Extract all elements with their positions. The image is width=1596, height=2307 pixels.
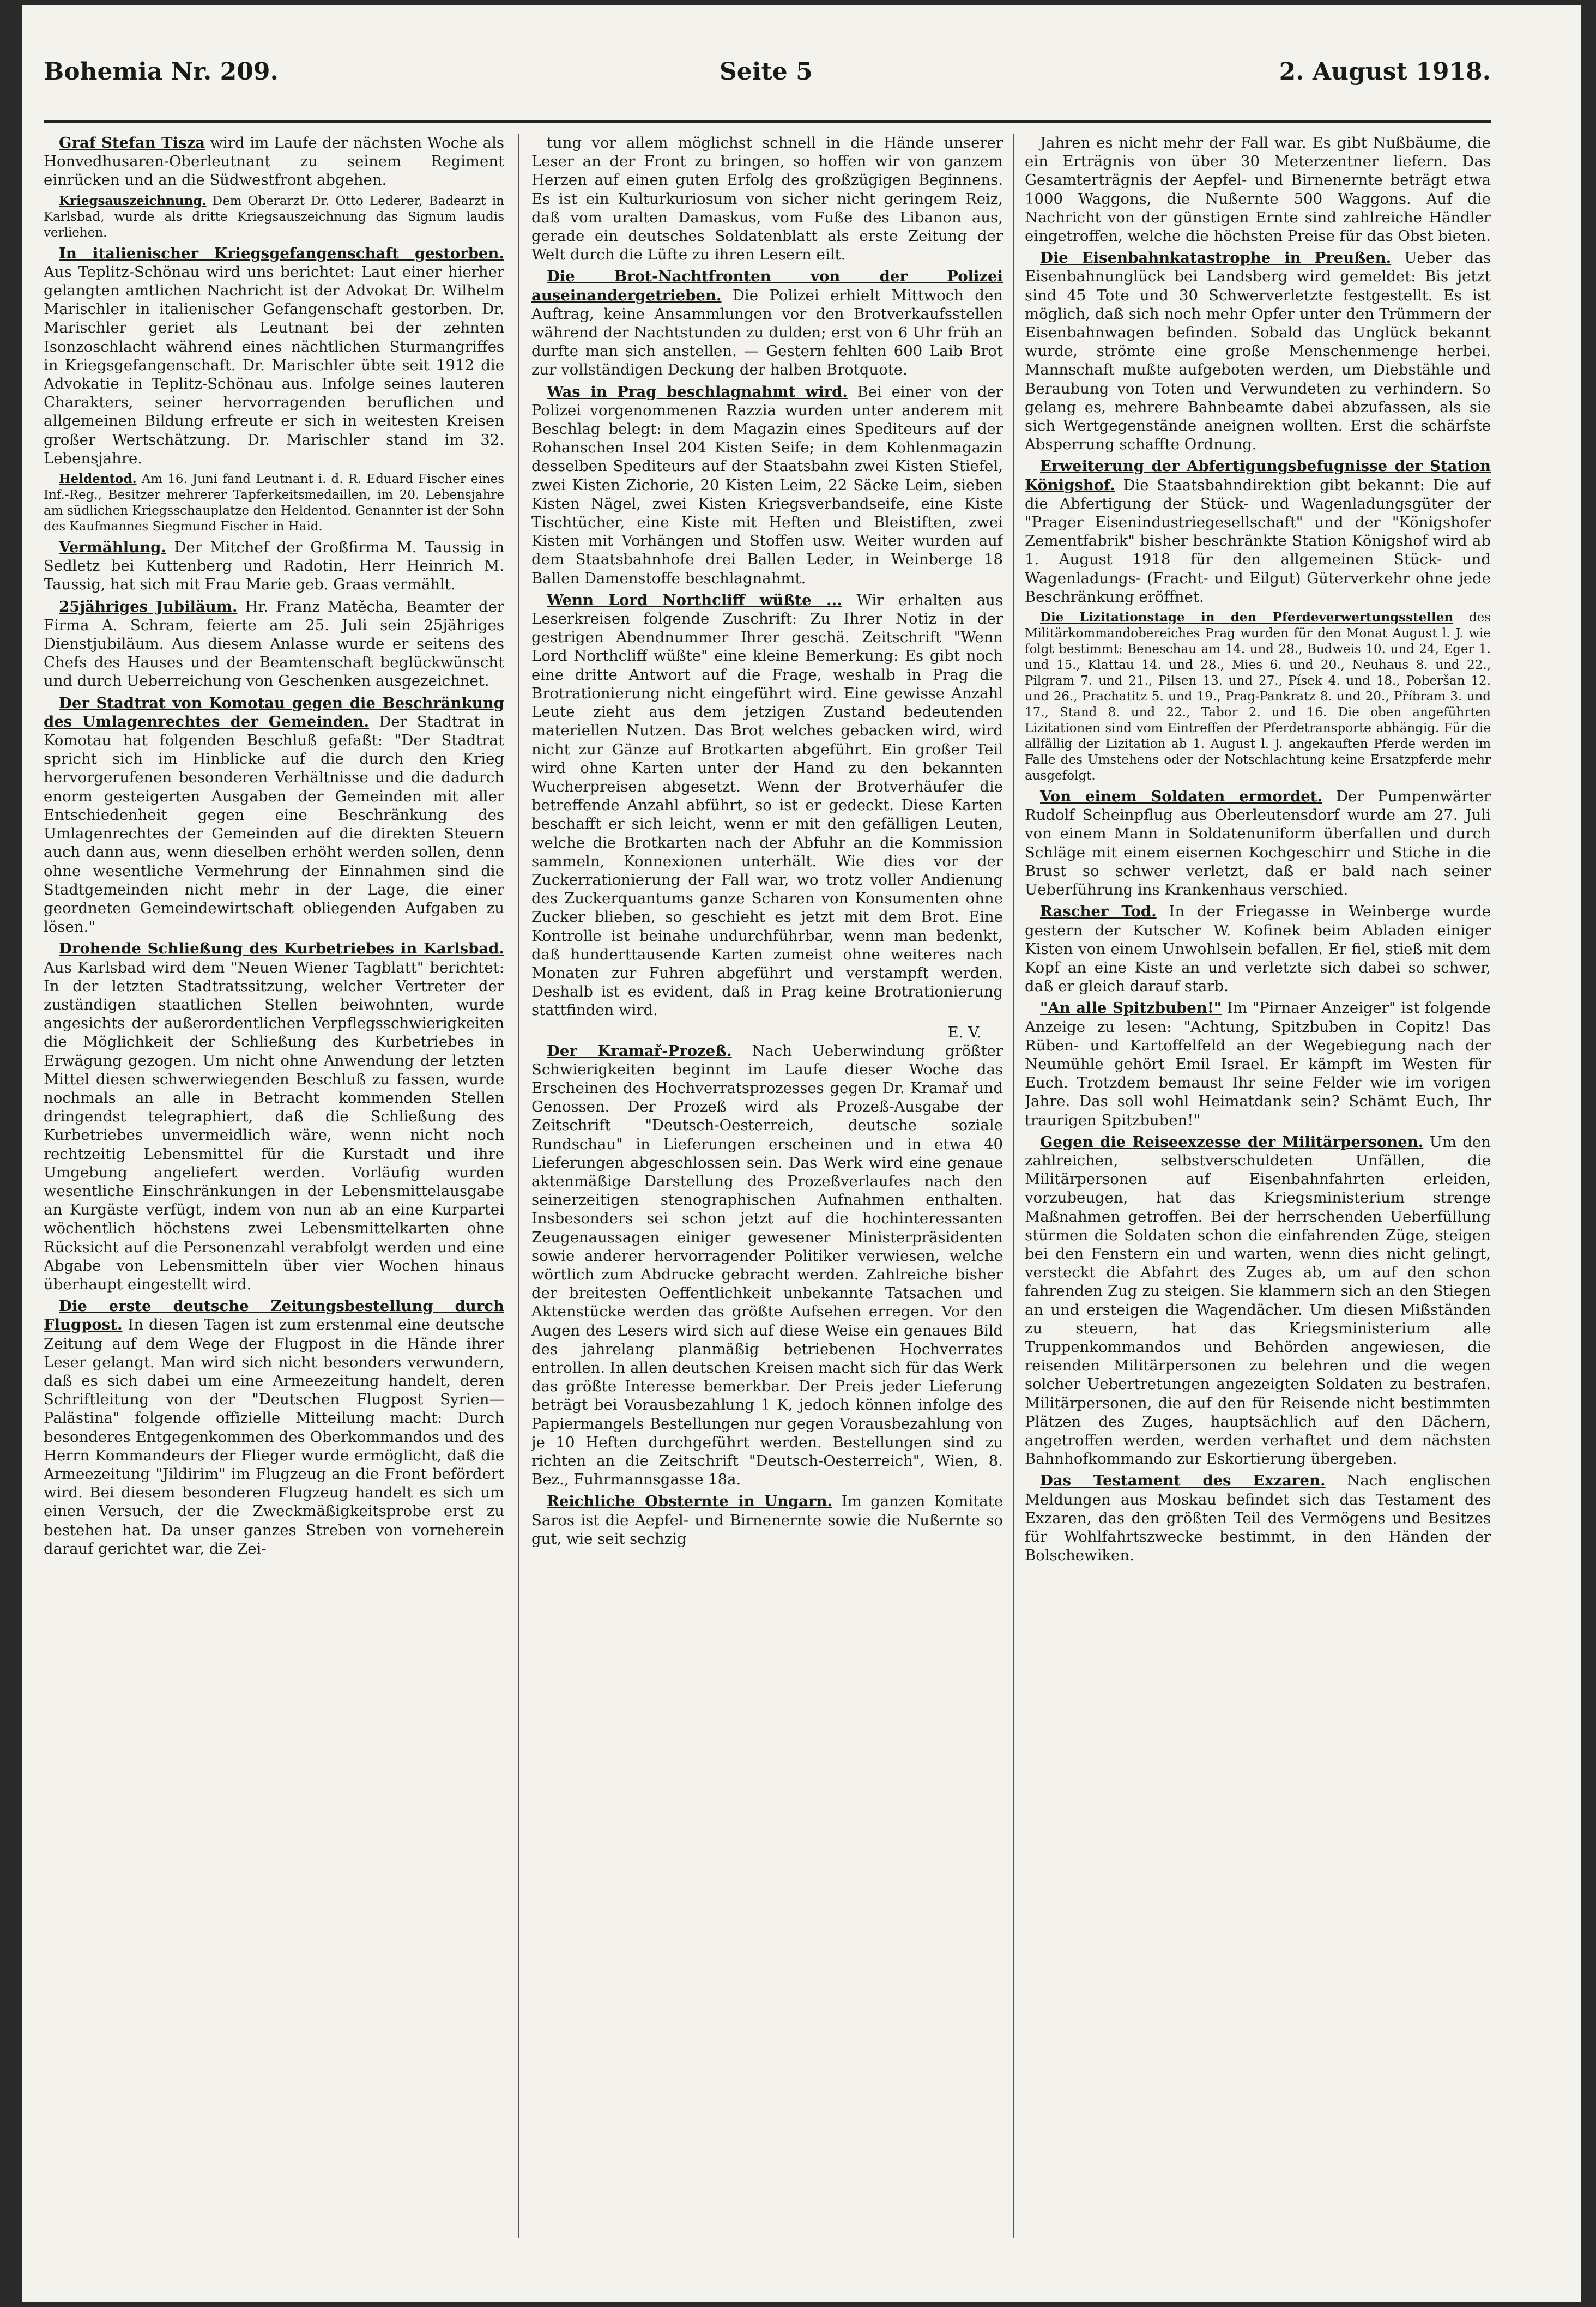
article [44,244,504,468]
article-body: Der Pumpenwärter Rudolf Scheinpflug aus Oberleutensdorf wurde am 27. Juli von einem Mann in Soldatenuniform überfallen und durch Schläge mit einem eisernen Kochgeschirr und Stiche in die Brust so schwer verletzt, daß er bald nach seiner Ueberführung ins Krankenhaus verschied. [1025,788,1491,899]
article-text [1025,1471,1491,1565]
article-text [531,134,1003,264]
page-number: Seite 5 [720,58,813,86]
article-body: Nach Ueberwindung größter Schwierigkeiten beginnt im Laufe dieser Woche das Erscheinen des Hochverratsprozesses gegen Dr. Kramař und Genossen. Der Prozeß wird als Prozeß-Ausgabe der Zeitschrift "Deutsch-Oesterreich, deutsche soziale Rundschau" in Lieferungen erscheinen und in etwa 40 Lieferungen abgeschlossen sein. Das Werk wird eine genaue aktenmäßige Darstellung des Prozeßverlaufes nach den seinerzeitigen stenographischen Aufnahmen enthalten. Insbesonders sei schon jetzt auf die hochinteressanten Zeugenaussagen einiger gewesener Ministerpräsidenten sowie anderer hervorragender Politiker verwiesen, welche wörtlich zum Abdrucke gebracht werden. Zahlreiche bisher der breitesten Oeffentlichkeit unbekannte Tatsachen und Aktenstücke werden das größte Aufsehen erregen. Vor den Augen des Lesers wird sich auf diese Weise ein genaues Bild des jahrelang planmäßig betriebenen Hochverrates entrollen. In allen deutschen Kreisen macht sich für das Werk das größte Interesse bemerkbar. Der Preis jeder Lieferung beträgt bei Vorausbezahlung 1 K, jedoch können infolge des Papiermangels Bestellungen nur gegen Vorausbezahlung von je 10 Heften durchgeführt werden. Bestellungen sind zu richten an die Zeitschrift "Deutsch-Oesterreich", Wien, 8. Bez., Fuhrmannsgasse 18a. [531,1042,1003,1489]
article [1025,787,1491,899]
article-body: Wir erhalten aus Leserkreisen folgende Zuschrift: Zu Ihrer Notiz in der gestrigen Abendnummer Ihrer geschä. Zeitschrift "Wenn Lord Northcliff wüßte" eine kleine Bemerkung: Es gibt noch eine dritte Antwort auf die Frage, weshalb in Prag die Brotrationierung nicht eingeführt wird. Eine gewisse Anzahl Leute zieht aus dem jetzigen Zustand bedeutenden materiellen Nutzen. Das Brot welches gebacken wird, wird nicht zur Gänze auf Brotkarten abgeführt. Ein großer Teil wird ohne Karten unter der Hand zu den bekannten Wucherpreisen abgesetzt. Wenn der Brotverhäufer die betreffende Anzahl abführt, so ist er gedeckt. Diese Karten beschafft er sich leicht, wenn er mit den gefälligen Leuten, welche die Brotkarten nach der Abfuhr an die Kommission sammeln, Konnexionen unterhält. Wie dies vor der Zuckerrationierung der Fall war, wo trotz voller Andienung des Zuckerquantums ganze Scharen von Konsumenten ohne Zucker blieben, so geschieht es jetzt mit dem Brot. Eine Kontrolle ist beinahe undurchführbar, wenn man bedenkt, daß hunderttausende Karten zumeist ohne weiteres nach Monaten zur Fuhren abgeführt und verstampft werden. Deshalb ist es evident, daß in Prag keine Brotrationierung stattfinden wird. [531,591,1003,1019]
article-text [1025,457,1491,606]
article [44,939,504,1294]
article-headline: Kriegsauszeichnung. [59,193,207,208]
article-text [1025,134,1491,245]
article-headline: Das Testament des Exzaren. [1040,1472,1326,1490]
article [531,591,1003,1020]
article [1025,1471,1491,1565]
author-signoff: E. V. [947,1023,981,1041]
article-body: Der Stadtrat in Komotau hat folgenden Beschluß gefaßt: "Der Stadtrat spricht sich im Hinblicke auf die durch den Krieg hervorgerufenen besonderen Verhältnisse und die dadurch enorm gesteigerten Ausgaben der Gemeinden mit aller Entschiedenheit gegen eine Beschränkung des Umlagenrechtes der Gemeinden auf die direkten Steuern auch dann aus, wenn dieselben erhöht werden sollen, denn ohne wesentliche Vermehrung der Einnahmen sind die Stadtgemeinden nicht mehr in der Lage, die einer geordneten Gemeindewirtschaft obliegenden Aufgaben zu lösen." [44,712,504,936]
article-body: tung vor allem möglichst schnell in die Hände unserer Leser an der Front zu bringen, so hoffen wir von ganzem Herzen auf einen guten Erfolg des großzügigen Beginnens. Es ist ein Kulturkuriosum von sicher nicht geringem Reiz, daß vom uralten Damaskus, vom Fuße des Libanon aus, gerade ein deutsches Soldatenblatt als erste Zeitung der Welt durch die Lüfte zu ihren Lesern eilt. [531,134,1003,264]
article-body: Aus Karlsbad wird dem "Neuen Wiener Tagblatt" berichtet: In der letzten Stadtratssitzung, welcher Vertreter der zuständigen staatlichen Stellen beiwohnten, wurde angesichts der außerordentlichen Verpflegsschwierigkeiten die Möglichkeit der Schließung des Kurbetriebes in Erwägung gezogen. Um nicht ohne Anwendung der letzten Mittel diesen schwerwiegenden Beschluß zu fassen, wurde nochmals an alle in Betracht kommenden Stellen dringendst telegraphiert, daß die Schließung des Kurbetriebes unvermeidlich wäre, wenn nicht noch rechtzeitig Lebensmittel für die Kurstadt und ihre Umgebung angeliefert werden. Vorläufig wurden wesentliche Einschränkungen in der Lebensmittelausgabe an Kurgäste verfügt, indem von nun ab an eine Kurpartei wöchentlich höchstens zwei Lebensmittelkarten ohne Rücksicht auf die Personenzahl verabfolgt werden und eine Abgabe von Lebensmitteln über vier Wochen hinaus überhaupt eingestellt wird. [44,958,504,1293]
article-body: Dem Oberarzt Dr. Otto Lederer, Badearzt in Karlsbad, wurde als dritte Kriegsauszeichnung das Signum laudis verliehen. [44,194,504,240]
article-body: Im ganzen Komitate Saros ist die Aepfel- und Birnenernte sowie die Nußernte so gut, wie seit sechzig [531,1493,1003,1548]
article-text [44,538,504,594]
article-body: Die Staatsbahndirektion gibt bekannt: Die auf die Abfertigung der Stück- und Wagenladungsgüter der "Prager Eisenindustriegesellschaft" und der "Königshofer Zementfabrik" bisher beschränkte Station Königshof wird ab 1. August 1918 für den allgemeinen Stück- und Wagenladungs- (Fracht- und Eilgut) Güterverkehr ohne jede Beschränkung eröffnet. [1025,476,1491,606]
article-text [1025,902,1491,995]
article [1025,457,1491,606]
article [1025,134,1491,245]
article [531,1042,1003,1489]
article-body: Aus Teplitz-Schönau wird uns berichtet: Laut einer hierher gelangten amtlichen Nachricht ist der Advokat Dr. Wilhelm Marischler in italienischer Gefangenschaft gestorben. Dr. Marischler geriet als Leutnant bei der zehnten Isonzoschlacht während eines nächtlichen Sturmangriffes in Kriegsgefangenschaft. Dr. Marischler übte seit 1912 die Advokatie in Teplitz-Schönau aus. Infolge seines lauteren Charakters, seiner hervorragenden beruflichen und allgemeinen Bildung erfreute er sich in weitesten Kreisen großer Wertschätzung. Dr. Marischler stand im 32. Lebensjahre. [44,263,504,467]
article-body: Der Mitchef der Großfirma M. Taussig in Sedletz bei Kuttenberg und Radotin, Herr Heinrich M. Taussig, hat sich mit Frau Marie geb. Graas vermählt. [44,539,504,594]
article-body: Am 16. Juni fand Leutnant i. d. R. Eduard Fischer eines Inf.-Reg., Besitzer mehrerer Tapferkeitsmedaillen, im 20. Lebensjahre am südlichen Kriegsschauplatze den Heldentod. Genannter ist der Sohn des Kaufmannes Siegmund Fischer in Haid. [44,472,504,534]
article-text [44,694,504,937]
article-text [531,1492,1003,1548]
article-headline: Heldentod. [59,472,137,487]
article [44,694,504,937]
article-text [44,939,504,1294]
article-body: Jahren es nicht mehr der Fall war. Es gibt Nußbäume, die ein Erträgnis von über 30 Meterzentner liefern. Das Gesamterträgnis der Aepfel- und Birnenernte beträgt etwa 1000 Waggons, die Nußernte 500 Waggons. Auf die Nachricht von der günstigen Ernte sind zahlreiche Händler eingetroffen, welche die höchsten Preise für das Obst bieten. [1025,134,1491,245]
article-body: wird im Laufe der nächsten Woche als Honvedhusaren-Oberleutnant zu seinem Regiment einrücken und an die Südwestfront abgehen. [44,134,504,189]
article-text [1025,1133,1491,1469]
article-headline: Wenn Lord Northcliff wüßte ... [547,591,842,609]
header-rule [44,120,1491,123]
article-headline: Die Brot-Nachtfronten von der Polizei auseinandergetrieben. [531,268,1003,304]
column-3 [1025,134,1491,2238]
article [531,134,1003,264]
article-text [531,267,1003,379]
article-headline: Der Kramař-Prozeß. [547,1042,732,1060]
article [1025,1133,1491,1469]
article-headline: Die erste deutsche Zeitungsbestellung durch Flugpost. [44,1297,504,1334]
article-headline: Gegen die Reiseexzesse der Militärpersonen. [1040,1133,1424,1151]
article-body: Nach englischen Meldungen aus Moskau befindet sich das Testament des Exzaren, das den größten Teil des Vermögens und Besitzes für Wohlfahrtszwecke bestimmt, in den Händen der Bolschewiken. [1025,1472,1491,1565]
article-headline: Der Stadtrat von Komotau gegen die Beschränkung des Umlagenrechtes der Gemeinden. [44,694,504,730]
article [44,538,504,594]
article-body: Bei einer von der Polizei vorgenommenen Razzia wurden unter anderem mit Beschlag belegt: in dem Magazin eines Spediteurs auf der Rohanschen Insel 204 Kisten Seife; in dem Kohlenmagazin desselben Spediteurs auf der Staatsbahn zwei Kisten Stiefel, zwei Kisten Zichorie, 20 Kisten Leim, 22 Säcke Leim, sieben Kisten Nägel, zwei Kisten Kriegsverbandseife, eine Kiste Tischtücher, eine Kiste mit Heften und Bleistiften, zwei Kisten mit Vorhängen und Stoffen usw. Weiter wurden auf dem Staatsbahnhofe drei Ballen Leder, in Weinberge 18 Ballen Damenstoffe beschlagnahmt. [531,383,1003,587]
article-body: Um den zahlreichen, selbstverschuldeten Unfällen, die Militärpersonen auf Eisenbahnfahrten erleiden, vorzubeugen, hat das Kriegsministerium strenge Maßnahmen getroffen. Bei der herrschenden Ueberfüllung stürmen die Soldaten schon die einfahrenden Züge, steigen bei den Fenstern ein und warten, wenn dies nicht gelingt, versteckt die Abfahrt des Zuges ab, um auf den schon fahrenden Zug zu steigen. Sie klammern sich an den Stiegen an und ersteigen die Wagendächer. Um diesen Mißständen zu steuern, hat das Kriegsministerium alle Truppenkommandos und Behörden angewiesen, die reisenden Militärpersonen zu belehren und die wegen solcher Uebertretungen angezeigten Soldaten zu bestrafen. Militärpersonen, die auf den für Reisende nicht bestimmten Plätzen des Zuges, hauptsächlich auf den Dächern, angetroffen werden, werden verhaftet und dem nächsten Bahnhofkommando zur Eskortierung übergeben. [1025,1133,1491,1468]
article-text [44,471,504,535]
article-headline: "An alle Spitzbuben!" [1040,999,1222,1017]
article-body: Hr. Franz Matěcha, Beamter der Firma A. Schram, feierte am 25. Juli sein 25jähriges Dienstjubiläum. Aus diesem Anlasse wurde er seitens des Chefs des Hauses und der Beamtenschaft beglückwünscht und durch Ueberreichung von Geschenken ausgezeichnet. [44,597,504,690]
column-divider [518,134,519,2238]
article-text [1025,249,1491,454]
article [1025,609,1491,784]
article-text [1025,609,1491,784]
article-body: In diesen Tagen ist zum erstenmal eine deutsche Zeitung auf dem Wege der Flugpost in die Hände ihrer Leser gelangt. Man wird sich nicht besonders verwundern, daß es sich dabei um eine Armeezeitung handelt, deren Schriftleitung von der "Deutschen Flugpost Syrien—Palästina" folgende offizielle Mitteilung macht: Durch besonderes Entgegenkommen des Oberkommandos und des Herrn Kommandeurs der Flieger wurde ermöglicht, daß die Armeezeitung "Jildirim" im Flugzeug an die Front befördert wird. Bei diesem besonderen Flugzeug handelt es sich um einen Versuch, der die Zweckmäßigkeitsprobe erst zu bestehen hat. Da unser ganzes Streben von vorneherein darauf gerichtet war, die Zei- [44,1316,504,1557]
article [44,134,504,190]
article-text [44,193,504,241]
newspaper-page [22,5,1581,2302]
article-headline: Was in Prag beschlagnahmt wird. [547,383,848,401]
article-headline: Reichliche Obsternte in Ungarn. [547,1493,833,1511]
article [1025,902,1491,995]
masthead-issue: Bohemia Nr. 209. [44,58,279,86]
article-text [44,597,504,691]
article-body: Die Polizei erhielt Mittwoch den Auftrag, keine Ansammlungen vor den Brotverkaufsstellen während der Nachtstunden zu dulden; erst von 6 Uhr früh an durfte man sich anstellen. — Gestern fehlten 600 Laib Brot zur vollständigen Deckung der halben Brotquote. [531,286,1003,379]
article-text [1025,787,1491,899]
column-2 [531,134,1003,2238]
article-headline: In italienischer Kriegsgefangenschaft gestorben. [59,244,504,262]
issue-date: 2. August 1918. [1279,58,1491,86]
article-headline: Die Eisenbahnkatastrophe in Preußen. [1040,249,1392,267]
article-text [44,244,504,468]
article-headline: Graf Stefan Tisza [59,134,205,152]
article-body: Ueber das Eisenbahnunglück bei Landsberg wird gemeldet: Bis jetzt sind 45 Tote und 30 Schwerverletzte festgestellt. Es ist möglich, daß sich noch mehr Opfer unter den Trümmern der Eisenbahnwagen befinden. Sobald das Unglück bekannt wurde, strömte eine große Menschenmenge herbei. Mannschaft mußte aufgeboten werden, um Diebstähle und Beraubung von Toten und Verwundeten zu verhindern. So gelang es, mehrere Bahnbeamte dabei abzufassen, als sie sich Wertgegenstände aneignen wollten. Erst die schärfste Absperrung schaffte Ordnung. [1025,249,1491,454]
article [531,267,1003,379]
article-headline: Drohende Schließung des Kurbetriebes in Karlsbad. [59,940,504,958]
article-text [44,134,504,190]
article-text [1025,999,1491,1129]
article [44,597,504,691]
article [1025,999,1491,1129]
page-header [44,58,1491,110]
article [44,193,504,241]
article-headline: Erweiterung der Abfertigungsbefugnisse der Station Königshof. [1025,457,1491,494]
article [531,383,1003,588]
article [44,1297,504,1558]
column-divider [1013,134,1014,2238]
article [531,1492,1003,1548]
article-headline: Die Lizitationstage in den Pferdeverwertungsstellen [1040,610,1454,625]
article-body: Im "Pirnaer Anzeiger" ist folgende Anzeige zu lesen: "Achtung, Spitzbuben in Copitz! Das Rüben- und Kartoffelfeld an der Wegebiegung nach der Neumühle gehört Emil Israel. Er kämpft im Westen für Euch. Trotzdem bemaust Ihr seine Felder wie im vorigen Jahre. Das soll wohl Heimatdank sein? Schämt Euch, Ihr traurigen Spitzbuben!" [1025,999,1491,1129]
article-text [531,1042,1003,1489]
article-text [44,1297,504,1558]
article-headline: Vermählung. [59,539,166,557]
article-body: In der Friegasse in Weinberge wurde gestern der Kutscher W. Kofinek beim Abladen einiger Kisten von einem Unwohlsein befallen. Er fiel, stieß mit dem Kopf an eine Kiste an und verletzte sich dabei so schwer, daß er gleich darauf starb. [1025,903,1491,995]
column-1 [44,134,504,2238]
article [1025,249,1491,454]
article [44,471,504,535]
article-body: des Militärkommandobereiches Prag wurden für den Monat August l. J. wie folgt bestimmt: Beneschau am 14. und 28., Budweis 10. und 24, Eger 1. und 15., Klattau 14. und 28., Mies 6. und 20., Neuhaus 8. und 22., Pilgram 7. und 21., Pilsen 13. und 27., Písek 4. und 18., Poberšan 12. und 26., Prachatitz 5. und 19., Prag-Pankratz 8. und 20., Příbram 3. und 17., Stand 8. und 22., Tabor 2. und 16. Die oben angeführten Lizitationen sind vom Eintreffen der Pferdetransporte abhängig. Für die allfällig der Lizitation ab 1. August l. J. angekauften Pferde werden im Falle des Umstehens oder der Notschlachtung keine Ersatzpferde mehr ausgefolgt. [1025,611,1491,783]
article-headline: Von einem Soldaten ermordet. [1040,788,1323,806]
article-text [531,591,1003,1020]
article-text [531,383,1003,588]
article-headline: 25jähriges Jubiläum. [59,597,238,615]
article-headline: Rascher Tod. [1040,903,1157,921]
